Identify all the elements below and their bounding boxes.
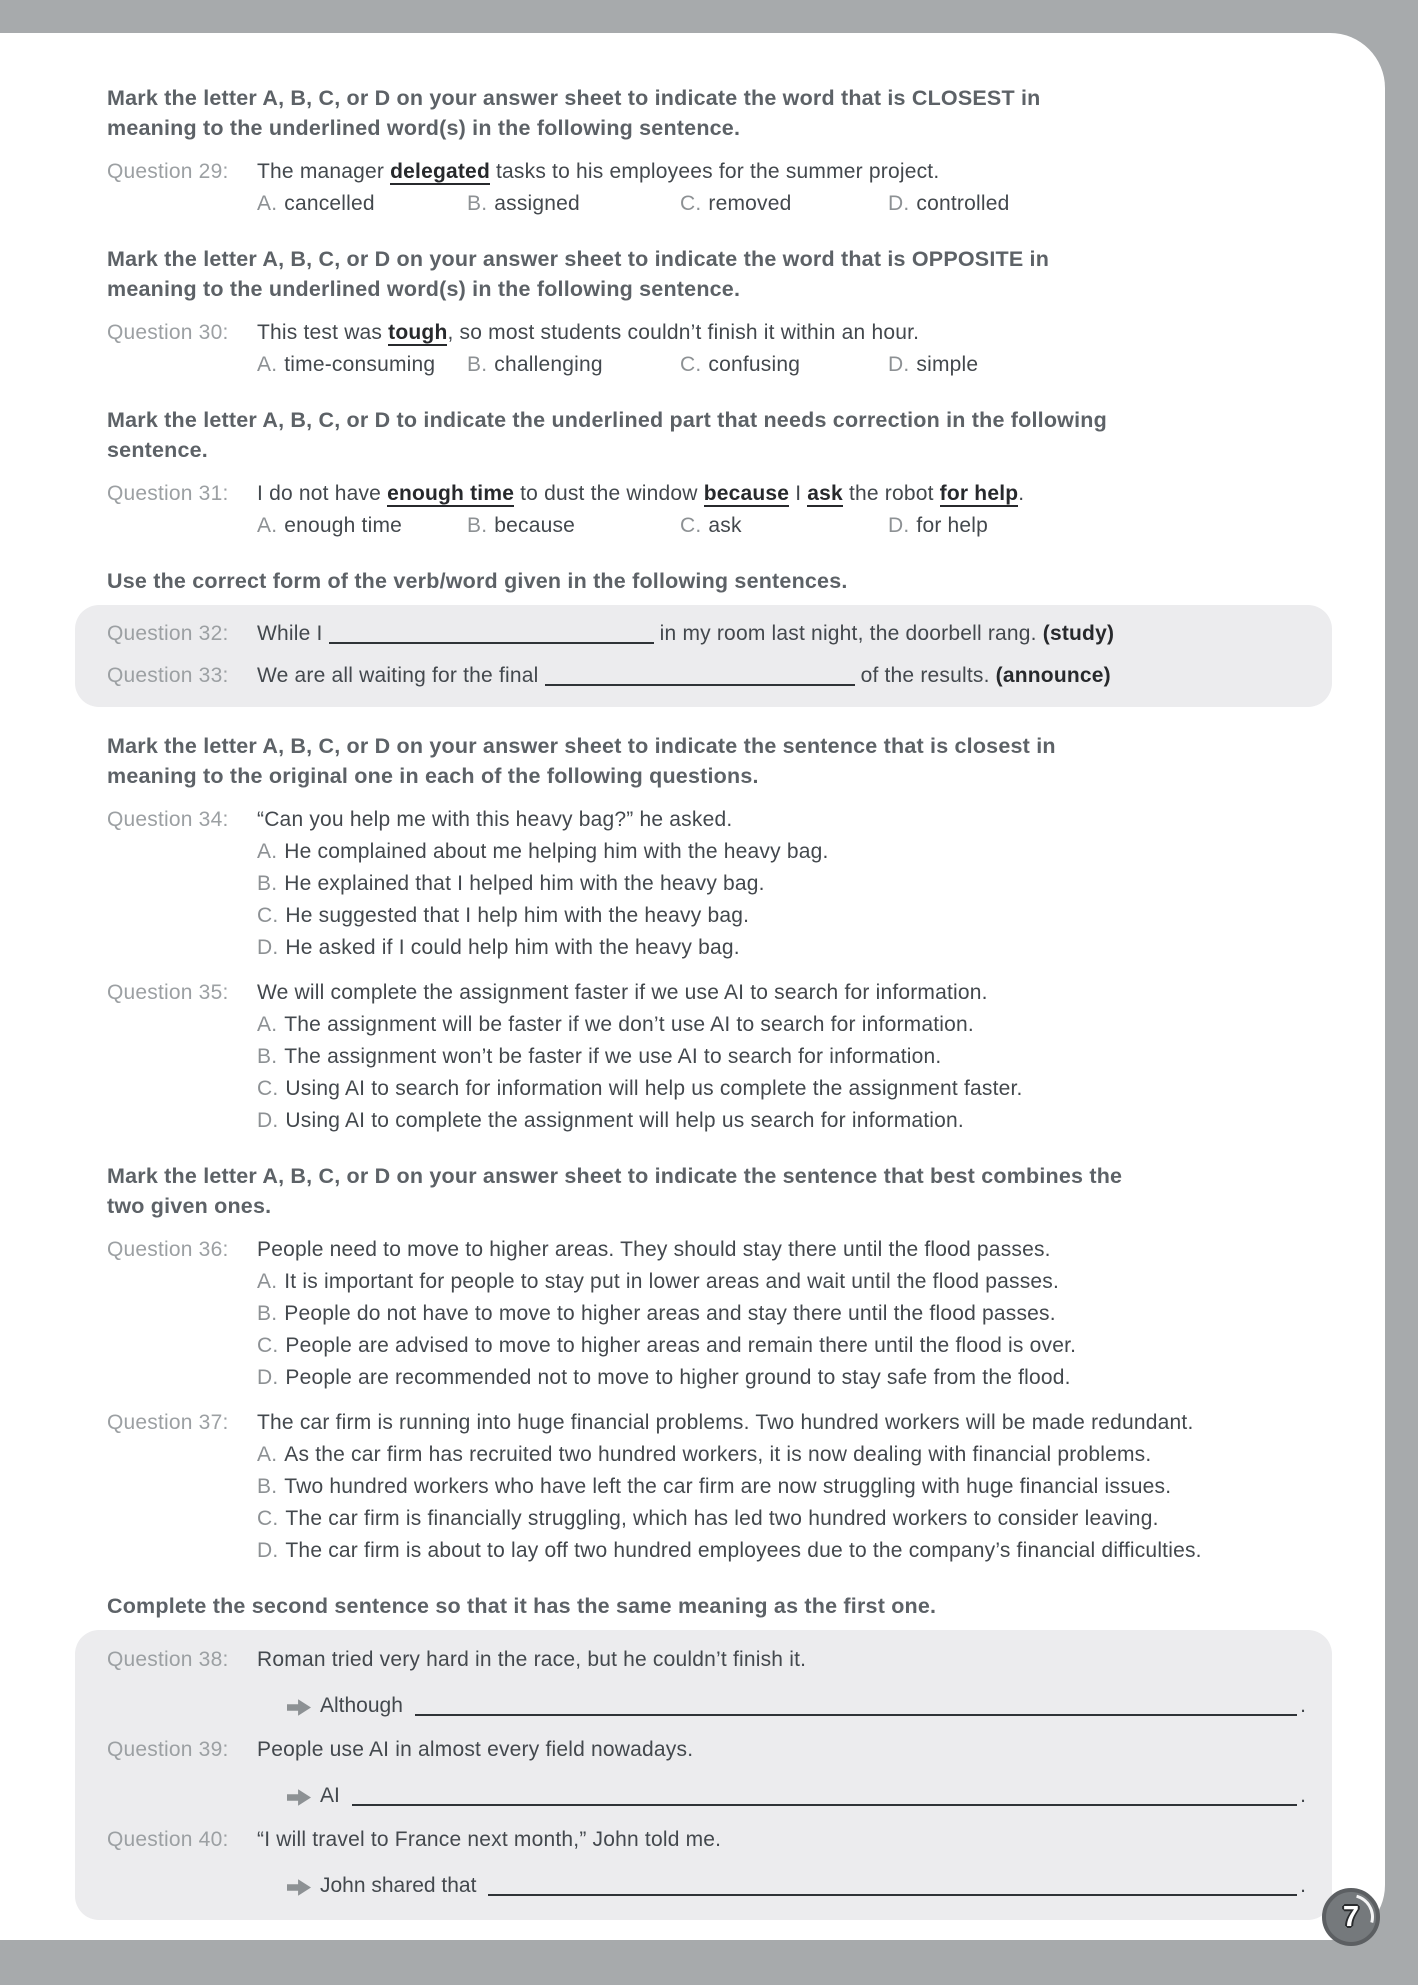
option-text: simple	[916, 353, 979, 376]
text-run: We are all waiting for the final	[257, 664, 545, 687]
section-instruction	[107, 244, 1345, 304]
option-text: The assignment will be faster if we don’t use AI to search for information.	[284, 1013, 974, 1036]
instruction-line: Mark the letter A, B, C, or D on your answer sheet to indicate the sentence that best combines the	[107, 1164, 1123, 1188]
option-letter: C.	[680, 353, 702, 376]
page-number: 7	[1342, 1900, 1360, 1933]
option-text: It is important for people to stay put in lower areas and wait until the flood passes.	[284, 1270, 1060, 1293]
option-letter: B.	[467, 514, 488, 537]
option-d	[257, 1105, 1345, 1137]
question-block	[107, 1407, 1345, 1567]
option-letter: C.	[680, 192, 702, 215]
underlined-term: tough	[388, 321, 448, 344]
question-text	[257, 618, 1306, 650]
question-row	[107, 804, 1345, 836]
text-run: tasks to his employees for the summer project.	[489, 160, 940, 183]
option-text: assigned	[494, 192, 580, 215]
text-run: , so most students couldn’t finish it within an hour.	[447, 321, 920, 344]
question-block	[107, 317, 1345, 381]
section-instruction	[107, 731, 1345, 791]
option-c	[257, 1073, 1345, 1105]
question-text	[257, 478, 1345, 510]
option-a	[257, 1009, 1345, 1041]
option-text: challenging	[494, 353, 603, 376]
question-row	[107, 1644, 1306, 1676]
question-text	[257, 977, 1345, 1009]
option-text: confusing	[708, 353, 801, 376]
question-text	[257, 156, 1345, 188]
option-d	[257, 1535, 1345, 1567]
instruction-line: Complete the second sentence so that it has the same meaning as the first one.	[107, 1594, 937, 1618]
rewrite-lead: AI	[320, 1784, 340, 1807]
answer-blank-line	[352, 1804, 1297, 1806]
option-letter: D.	[257, 1109, 279, 1132]
option-b	[467, 510, 680, 542]
arrow-icon	[287, 1698, 311, 1717]
option-a	[257, 188, 467, 220]
question-block	[107, 156, 1345, 220]
option-b	[467, 349, 680, 381]
text-run: “I will travel to France next month,” John told me.	[257, 1828, 722, 1851]
options-row	[257, 510, 1345, 542]
underlined-term: because	[703, 482, 790, 505]
option-letter: B.	[257, 1045, 278, 1068]
instruction-line: meaning to the original one in each of the following questions.	[107, 764, 759, 788]
option-letter: D.	[888, 514, 910, 537]
question-label: Question 37:	[107, 1411, 229, 1434]
question-label: Question 30:	[107, 321, 229, 344]
option-letter: B.	[257, 1302, 278, 1325]
question-row	[107, 1407, 1345, 1439]
instruction-line: Mark the letter A, B, C, or D on your answer sheet to indicate the sentence that is closest in	[107, 734, 1056, 758]
option-a	[257, 510, 467, 542]
option-letter: A.	[257, 514, 278, 537]
question-label: Question 32:	[107, 622, 229, 645]
option-letter: B.	[467, 353, 488, 376]
option-letter: B.	[467, 192, 488, 215]
option-text: Using AI to complete the assignment will help us search for information.	[285, 1109, 964, 1132]
text-run: “Can you help me with this heavy bag?” he asked.	[257, 808, 733, 831]
options-row	[257, 188, 1345, 220]
option-c	[680, 349, 888, 381]
rewrite-answer-line	[287, 1866, 1306, 1902]
option-letter: A.	[257, 1443, 278, 1466]
option-text: for help	[916, 514, 989, 537]
question-row	[107, 478, 1345, 510]
option-text: He suggested that I help him with the heavy bag.	[285, 904, 750, 927]
question-row	[107, 317, 1345, 349]
option-text: People are recommended not to move to higher ground to stay safe from the flood.	[285, 1366, 1071, 1389]
option-text: cancelled	[284, 192, 375, 215]
option-text: He complained about me helping him with the heavy bag.	[284, 840, 829, 863]
question-label: Question 36:	[107, 1238, 229, 1261]
question-text	[257, 1407, 1345, 1439]
question-text	[257, 1824, 1306, 1856]
option-d	[888, 510, 1345, 542]
option-letter: D.	[257, 1539, 279, 1562]
question-row	[107, 1824, 1306, 1856]
text-run: The car firm is running into huge financial problems. Two hundred workers will be made redundant.	[257, 1411, 1194, 1434]
underlined-term: ask	[807, 482, 843, 505]
question-label: Question 29:	[107, 160, 229, 183]
option-letter: C.	[257, 1507, 279, 1530]
option-letter: C.	[257, 1077, 279, 1100]
question-text	[257, 804, 1345, 836]
fill-in-box	[75, 605, 1332, 707]
option-text: People are advised to move to higher areas and remain there until the flood is over.	[285, 1334, 1077, 1357]
option-a	[257, 349, 467, 381]
option-text: The assignment won’t be faster if we use AI to search for information.	[284, 1045, 942, 1068]
question-label: Question 40:	[107, 1828, 229, 1851]
option-letter: B.	[257, 1475, 278, 1498]
option-b	[467, 188, 680, 220]
option-letter: A.	[257, 840, 278, 863]
underlined-term: delegated	[390, 160, 490, 183]
question-row	[107, 660, 1306, 692]
question-text	[257, 1644, 1306, 1676]
option-b	[257, 1298, 1345, 1330]
text-run: While I	[257, 622, 329, 645]
instruction-line: two given ones.	[107, 1194, 272, 1218]
question-row	[107, 618, 1306, 650]
section-instruction	[107, 83, 1345, 143]
option-letter: A.	[257, 353, 278, 376]
text-run: This test was	[257, 321, 389, 344]
option-text: As the car firm has recruited two hundred workers, it is now dealing with financial problems.	[284, 1443, 1152, 1466]
option-d	[888, 349, 1345, 381]
option-b	[257, 1471, 1345, 1503]
option-letter: D.	[257, 1366, 279, 1389]
option-letter: C.	[257, 1334, 279, 1357]
option-letter: A.	[257, 192, 278, 215]
text-run: to dust the window	[514, 482, 704, 505]
option-text: time-consuming	[284, 353, 436, 376]
option-letter: A.	[257, 1270, 278, 1293]
options-row	[257, 349, 1345, 381]
instruction-line: Mark the letter A, B, C, or D on your answer sheet to indicate the word that is OPPOSITE in	[107, 247, 1050, 271]
content-area	[0, 33, 1385, 1920]
option-a	[257, 1266, 1345, 1298]
option-text: ask	[708, 514, 742, 537]
text-run: of the results.	[854, 664, 996, 687]
arrow-icon	[287, 1788, 311, 1807]
options-stack	[257, 1266, 1345, 1394]
option-c	[680, 188, 888, 220]
text-run: The manager	[257, 160, 391, 183]
option-letter: C.	[257, 904, 279, 927]
option-letter: D.	[888, 192, 910, 215]
instruction-line: Mark the letter A, B, C, or D to indicate the underlined part that needs correction in the following	[107, 408, 1107, 432]
option-text: The car firm is financially struggling, which has led two hundred workers to consider leaving.	[285, 1507, 1159, 1530]
question-block	[107, 804, 1345, 964]
option-d	[257, 1362, 1345, 1394]
option-letter: D.	[888, 353, 910, 376]
bold-term: (announce)	[995, 664, 1111, 687]
sentence-period: .	[1300, 1874, 1306, 1897]
rewrite-answer-line	[287, 1776, 1306, 1812]
option-c	[257, 900, 1345, 932]
option-c	[680, 510, 888, 542]
option-letter: B.	[257, 872, 278, 895]
question-row	[107, 977, 1345, 1009]
question-label: Question 35:	[107, 981, 229, 1004]
underlined-term: for help	[939, 482, 1019, 505]
question-block	[107, 1234, 1345, 1394]
question-label: Question 33:	[107, 664, 229, 687]
question-block	[107, 977, 1345, 1137]
question-text	[257, 1234, 1345, 1266]
option-d	[888, 188, 1345, 220]
option-a	[257, 1439, 1345, 1471]
option-text: People do not have to move to higher areas and stay there until the flood passes.	[284, 1302, 1056, 1325]
section-instruction	[107, 1161, 1345, 1221]
option-letter: C.	[680, 514, 702, 537]
option-text: He asked if I could help him with the heavy bag.	[285, 936, 740, 959]
answer-blank	[545, 665, 855, 686]
option-b	[257, 868, 1345, 900]
test-sheet	[0, 33, 1385, 1940]
question-label: Question 38:	[107, 1648, 229, 1671]
option-text: enough time	[284, 514, 403, 537]
rewrite-lead: Although	[320, 1694, 403, 1717]
question-label: Question 34:	[107, 808, 229, 831]
option-c	[257, 1503, 1345, 1535]
page-number-badge	[1322, 1888, 1380, 1946]
options-stack	[257, 836, 1345, 964]
answer-blank	[329, 623, 654, 644]
rewrite-box	[75, 1630, 1332, 1920]
section-instruction	[107, 566, 1345, 596]
option-letter: D.	[257, 936, 279, 959]
sentence-period: .	[1300, 1694, 1306, 1717]
question-row	[107, 1734, 1306, 1766]
instruction-line: Use the correct form of the verb/word given in the following sentences.	[107, 569, 848, 593]
option-text: Using AI to search for information will help us complete the assignment faster.	[285, 1077, 1023, 1100]
option-text: controlled	[916, 192, 1010, 215]
text-run: Roman tried very hard in the race, but he couldn’t finish it.	[257, 1648, 807, 1671]
rewrite-answer-line	[287, 1686, 1306, 1722]
question-text	[257, 660, 1306, 692]
text-run: We will complete the assignment faster if we use AI to search for information.	[257, 981, 988, 1004]
options-stack	[257, 1009, 1345, 1137]
option-text: He explained that I helped him with the heavy bag.	[284, 872, 765, 895]
instruction-line: Mark the letter A, B, C, or D on your answer sheet to indicate the word that is CLOSEST in	[107, 86, 1041, 110]
text-run: in my room last night, the doorbell rang.	[653, 622, 1043, 645]
question-text	[257, 317, 1345, 349]
options-stack	[257, 1439, 1345, 1567]
question-label: Question 39:	[107, 1738, 229, 1761]
sentence-period: .	[1300, 1784, 1306, 1807]
answer-blank-line	[415, 1714, 1297, 1716]
option-letter: A.	[257, 1013, 278, 1036]
question-text	[257, 1734, 1306, 1766]
question-label: Question 31:	[107, 482, 229, 505]
option-text: The car firm is about to lay off two hundred employees due to the company’s financial difficulties.	[285, 1539, 1202, 1562]
instruction-line: meaning to the underlined word(s) in the following sentence.	[107, 116, 741, 140]
option-text: removed	[708, 192, 792, 215]
section-instruction	[107, 1591, 1345, 1621]
question-block	[107, 478, 1345, 542]
question-row	[107, 1234, 1345, 1266]
text-run: I do not have	[257, 482, 388, 505]
text-run: People need to move to higher areas. They should stay there until the flood passes.	[257, 1238, 1051, 1261]
text-run: People use AI in almost every field nowadays.	[257, 1738, 694, 1761]
text-run: I	[789, 482, 808, 505]
section-instruction	[107, 405, 1345, 465]
option-d	[257, 932, 1345, 964]
instruction-line: sentence.	[107, 438, 208, 462]
option-text: because	[494, 514, 576, 537]
rewrite-lead: John shared that	[320, 1874, 477, 1897]
option-b	[257, 1041, 1345, 1073]
question-row	[107, 156, 1345, 188]
option-a	[257, 836, 1345, 868]
text-run: the robot	[842, 482, 940, 505]
text-run: .	[1018, 482, 1025, 505]
arrow-icon	[287, 1878, 311, 1897]
underlined-term: enough time	[387, 482, 515, 505]
answer-blank-line	[488, 1894, 1297, 1896]
instruction-line: meaning to the underlined word(s) in the following sentence.	[107, 277, 741, 301]
bold-term: (study)	[1042, 622, 1115, 645]
option-c	[257, 1330, 1345, 1362]
option-text: Two hundred workers who have left the car firm are now struggling with huge financial issues.	[284, 1475, 1172, 1498]
